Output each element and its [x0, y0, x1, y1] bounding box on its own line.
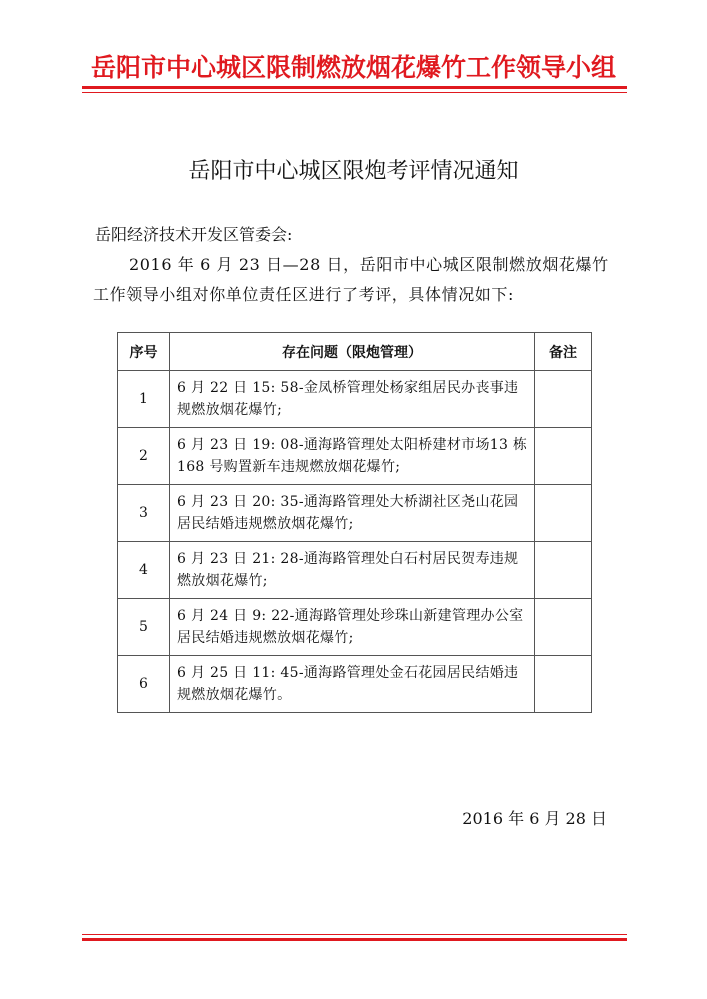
header-seq: 序号 — [118, 333, 170, 371]
row-issue: 6 月 23 日 19: 08-通海路管理处太阳桥建材市场13 栋 168 号购置新车违规燃放烟花爆竹; — [170, 428, 535, 485]
row-issue: 6 月 23 日 20: 35-通海路管理处大桥湖社区尧山花园居民结婚违规燃放烟花爆竹; — [170, 485, 535, 542]
row-note — [535, 428, 592, 485]
row-issue: 6 月 24 日 9: 22-通海路管理处珍珠山新建管理办公室居民结婚违规燃放烟花爆竹; — [170, 599, 535, 656]
row-seq: 1 — [118, 371, 170, 428]
row-seq: 6 — [118, 656, 170, 713]
row-seq: 3 — [118, 485, 170, 542]
row-issue: 6 月 22 日 15: 58-金凤桥管理处杨家组居民办丧事违规燃放烟花爆竹; — [170, 371, 535, 428]
table-row — [118, 656, 592, 713]
row-note — [535, 371, 592, 428]
header-note: 备注 — [535, 333, 592, 371]
document-title: 岳阳市中心城区限炮考评情况通知 — [188, 159, 519, 184]
body-paragraph: 2016 年 6 月 23 日—28 日，岳阳市中心城区限制燃放烟花爆竹工作领导小组对你单位责任区进行了考评，具体情况如下: — [93, 255, 609, 304]
table-row — [118, 371, 592, 428]
header-issue: 存在问题（限炮管理） — [170, 333, 535, 371]
table-row — [118, 542, 592, 599]
issues-table — [117, 332, 592, 713]
table-row — [118, 485, 592, 542]
table-header-row — [118, 333, 592, 371]
table-row — [118, 428, 592, 485]
row-note — [535, 656, 592, 713]
row-issue: 6 月 25 日 11: 45-通海路管理处金石花园居民结婚违规燃放烟花爆竹。 — [170, 656, 535, 713]
row-issue: 6 月 23 日 21: 28-通海路管理处白石村居民贺寿违规燃放烟花爆竹; — [170, 542, 535, 599]
header-rule-thick — [82, 86, 627, 89]
table-row — [118, 599, 592, 656]
header-rule-thin — [82, 92, 627, 93]
recipient: 岳阳经济技术开发区管委会: — [95, 225, 293, 244]
org-header-title: 岳阳市中心城区限制燃放烟花爆竹工作领导小组 — [90, 53, 616, 82]
document-date: 2016 年 6 月 28 日 — [462, 809, 607, 828]
row-seq: 4 — [118, 542, 170, 599]
row-note — [535, 485, 592, 542]
row-seq: 5 — [118, 599, 170, 656]
footer-rule-thick — [82, 938, 627, 941]
footer-rule-thin — [82, 934, 627, 935]
row-note — [535, 599, 592, 656]
row-seq: 2 — [118, 428, 170, 485]
row-note — [535, 542, 592, 599]
